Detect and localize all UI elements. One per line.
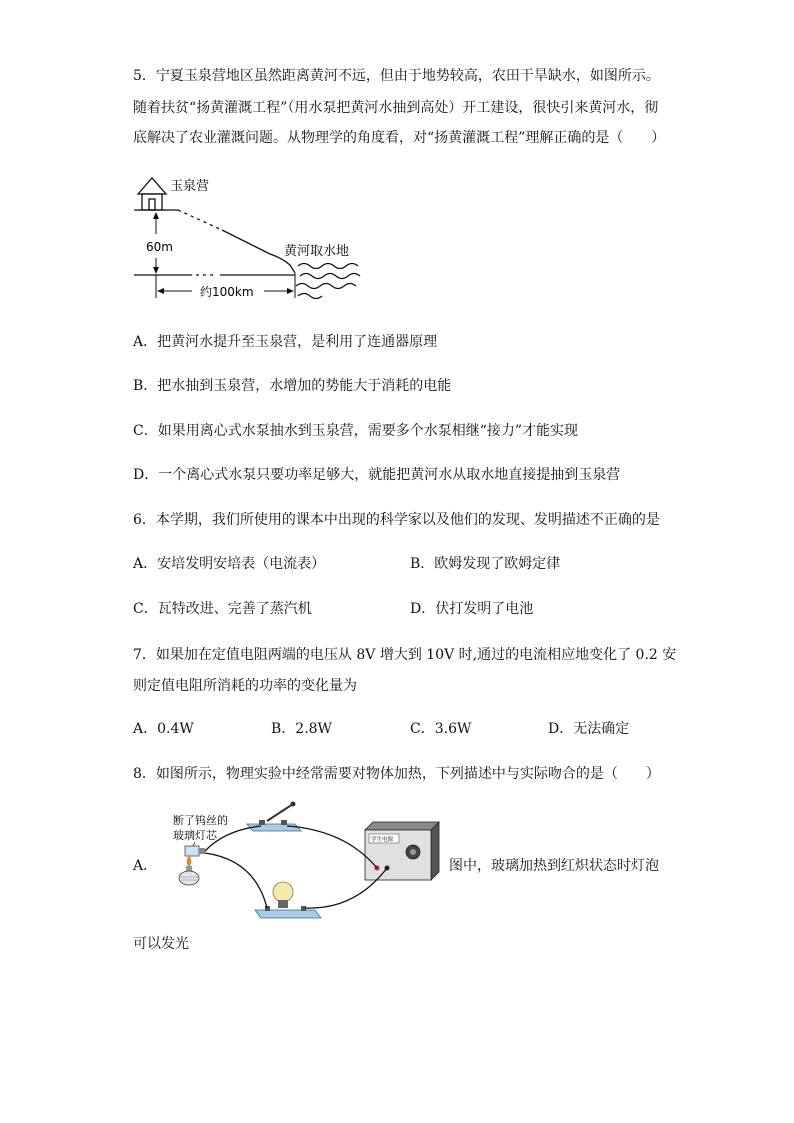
q5-option-c: C．如果用离心式水泵抽水到玉泉营，需要多个水泵相继“接力”才能实现	[133, 423, 579, 439]
q5-stem-line-3: 底解决了农业灌溉问题。从物理学的角度看，对“扬黄灌溉工程”理解正确的是（ ）	[133, 130, 666, 146]
house-icon	[138, 178, 166, 210]
q5-stem-line-1: 5．宁夏玉泉营地区虽然距离黄河不远，但由于地势较高，农田干旱缺水，如图所示。	[133, 68, 660, 84]
q6-option-a: A．安培发明安培表（电流表）	[133, 556, 326, 572]
q7-stem-line-2: 则定值电阻所消耗的功率的变化量为	[133, 678, 357, 694]
q6-option-c: C．瓦特改进、完善了蒸汽机	[133, 601, 312, 617]
q8-stem: 8．如图所示，物理实验中经常需要对物体加热，下列描述中与实际吻合的是（ ）	[133, 766, 660, 782]
q7-stem-line-1: 7．如果加在定值电阻两端的电压从 8V 增大到 10V 时,通过的电流相应地变化了 0.2 安	[133, 647, 677, 663]
core-label-line-2: 玻璃灯芯	[173, 829, 217, 842]
q7-option-b: B．2.8W	[271, 721, 332, 737]
q7-option-d: D．无法确定	[548, 721, 630, 737]
q8-option-a-text: 图中，玻璃加热到红炽状态时灯泡	[449, 858, 659, 874]
distance-label: 约100km	[200, 285, 254, 299]
river-label: 黄河取水地	[284, 244, 350, 259]
circuit-wires	[205, 826, 387, 908]
q5-terrain-figure	[130, 170, 370, 305]
q5-option-d: D．一个离心式水泵只要功率足够大，就能把黄河水从取水地直接提抽到玉泉营	[133, 467, 621, 483]
q6-option-d: D．伏打发明了电池	[410, 601, 534, 617]
place-label: 玉泉营	[170, 179, 210, 194]
power-supply-icon	[365, 822, 439, 880]
water-waves	[296, 264, 360, 299]
q8-option-a-continue: 可以发光	[133, 936, 189, 952]
q6-option-b: B．欧姆发现了欧姆定律	[410, 556, 561, 572]
q7-option-a: A．0.4W	[133, 721, 194, 737]
q7-option-c: C．3.6W	[410, 721, 472, 737]
q5-stem-line-2: 随着扶贫“扬黄灌溉工程”（用水泵把黄河水抽到高处）开工建设，很快引来黄河水，彻	[133, 100, 659, 116]
q6-stem: 6．本学期，我们所使用的课本中出现的科学家以及他们的发现、发明描述不正确的是	[133, 512, 660, 528]
height-label: 60m	[146, 240, 173, 254]
q5-option-a: A．把黄河水提升至玉泉营，是利用了连通器原理	[133, 334, 438, 350]
q5-option-b: B．把水抽到玉泉营，水增加的势能大于消耗的电能	[133, 378, 452, 394]
glass-core-icon	[185, 846, 205, 856]
core-label-line-1: 断了钨丝的	[173, 814, 228, 827]
q8-circuit-figure	[155, 800, 445, 935]
q8-option-a-letter: A．	[133, 858, 158, 874]
power-label: 学生电源	[371, 837, 394, 843]
alcohol-lamp-icon	[179, 856, 199, 885]
